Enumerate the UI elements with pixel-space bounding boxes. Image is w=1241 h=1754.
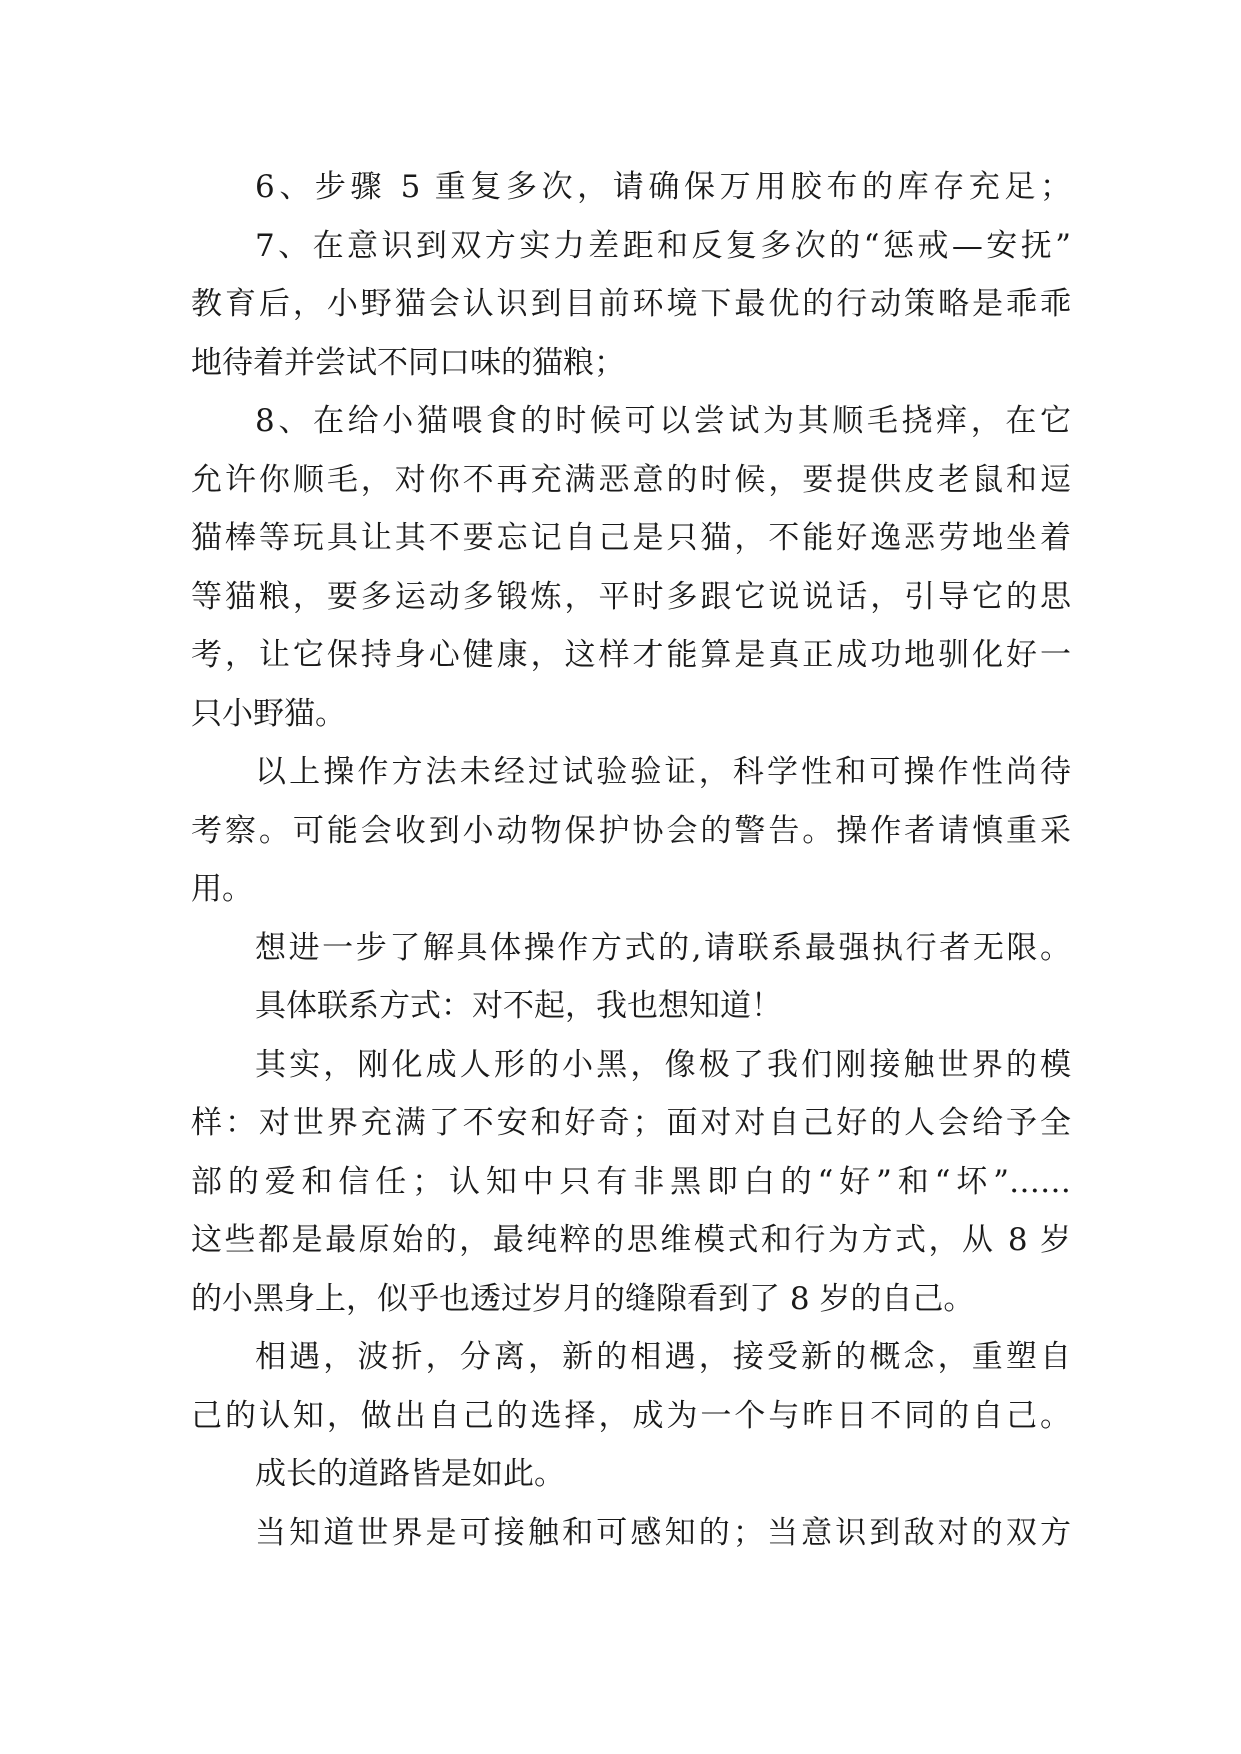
text-line: 以上操作方法未经过试验验证，科学性和可操作性尚待 <box>255 754 1071 790</box>
text-line: 具体联系方式：对不起，我也想知道！ <box>255 988 782 1024</box>
text-line: 地待着并尝试不同口味的猫粮； <box>191 345 625 381</box>
text-line: 考察。可能会收到小动物保护协会的警告。操作者请慎重采 <box>191 813 1071 849</box>
text-line: 这些都是最原始的，最纯粹的思维模式和行为方式，从 8 岁 <box>191 1222 1071 1258</box>
text-line: 允许你顺毛，对你不再充满恶意的时候，要提供皮老鼠和逗 <box>191 462 1071 498</box>
text-line: 教育后，小野猫会认识到目前环境下最优的行动策略是乖乖 <box>191 286 1071 322</box>
text-line: 成长的道路皆是如此。 <box>255 1456 565 1492</box>
text-line: 用。 <box>191 871 253 907</box>
text-line: 样：对世界充满了不安和好奇；面对对自己好的人会给予全 <box>191 1105 1071 1141</box>
text-line: 的小黑身上，似乎也透过岁月的缝隙看到了 8 岁的自己。 <box>191 1281 975 1317</box>
text-line: 相遇，波折，分离，新的相遇，接受新的概念，重塑自 <box>255 1339 1071 1375</box>
text-line: 6、步骤 5 重复多次，请确保万用胶布的库存充足； <box>255 169 1071 205</box>
text-line: 等猫粮，要多运动多锻炼，平时多跟它说说话，引导它的思 <box>191 579 1071 615</box>
text-line: 考，让它保持身心健康，这样才能算是真正成功地驯化好一 <box>191 637 1071 673</box>
text-line: 当知道世界是可接触和可感知的；当意识到敌对的双方 <box>255 1515 1071 1551</box>
text-line: 只小野猫。 <box>191 696 346 732</box>
text-line: 7、在意识到双方实力差距和反复多次的“惩戒—安抚” <box>255 228 1071 264</box>
text-line: 部的爱和信任；认知中只有非黑即白的“好”和“坏”…… <box>191 1164 1071 1200</box>
text-line: 猫棒等玩具让其不要忘记自己是只猫，不能好逸恶劳地坐着 <box>191 520 1071 556</box>
text-line: 8、在给小猫喂食的时候可以尝试为其顺毛挠痒，在它 <box>255 403 1071 439</box>
text-line: 想进一步了解具体操作方式的,请联系最强执行者无限。 <box>255 930 1071 966</box>
text-line: 己的认知，做出自己的选择，成为一个与昨日不同的自己。 <box>191 1398 1071 1434</box>
text-line: 其实，刚化成人形的小黑，像极了我们刚接触世界的模 <box>255 1047 1071 1083</box>
